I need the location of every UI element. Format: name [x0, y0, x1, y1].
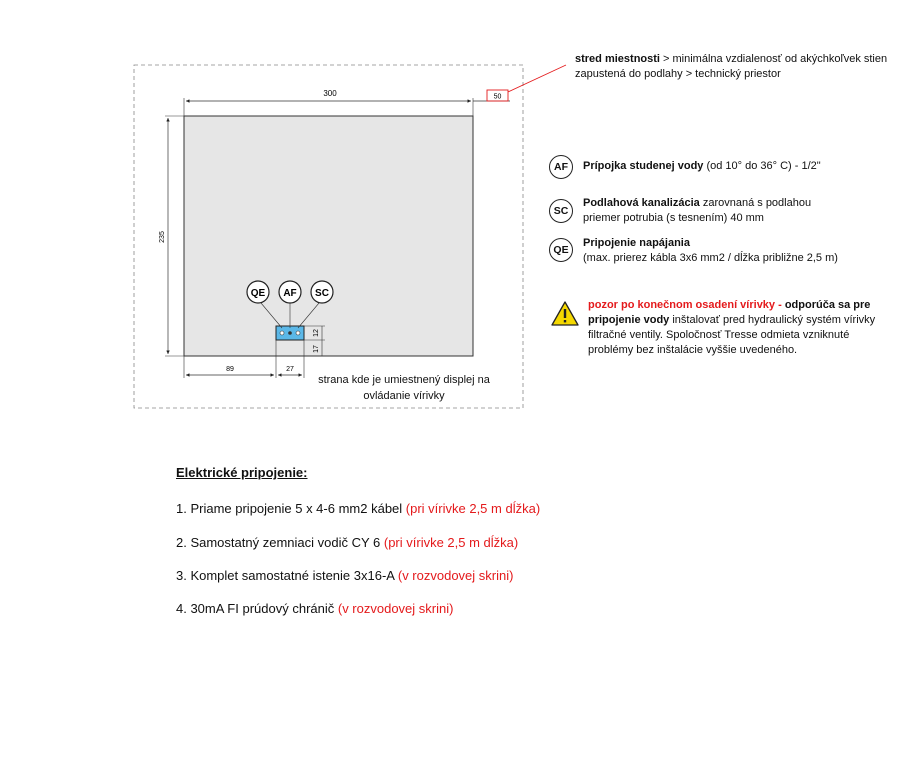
warning-note: pozor po konečnom osadení vírivky - odporúča sa pre pripojenie vody inštalovať pred hydraulický systém vírivky filtračné ventily. Spoločnosť Tresse odmieta vzniknuté problémy bez inštalácie vyššie uvedeného.	[588, 299, 876, 356]
left-offset-label: 89	[226, 366, 234, 373]
svg-text:AF: AF	[283, 288, 297, 299]
marker-sc	[311, 281, 333, 303]
marker-qe	[247, 281, 269, 303]
port-af	[288, 331, 292, 335]
legend-item-qe: QE Pripojenie napájania (max. prierez kábla 3x6 mm2 / dĺžka približne 2,5 m)	[549, 236, 900, 266]
electrical-item-3: 3. Komplet samostatné istenie 3x16-A (v rozvodovej skrini)	[176, 568, 514, 583]
gap-dimension-label: 50	[493, 93, 502, 101]
port-qe	[280, 331, 284, 335]
port-sc	[296, 331, 300, 335]
box-width-label: 27	[286, 366, 294, 373]
badge-sc: SC	[549, 199, 573, 223]
badge-af: AF	[549, 155, 573, 179]
box-height-label: 12	[313, 329, 320, 337]
electrical-item-4: 4. 30mA FI prúdový chránič (v rozvodovej skrini)	[176, 601, 454, 616]
width-dimension-label: 300	[323, 89, 337, 98]
svg-text:QE: QE	[250, 288, 266, 299]
center-leader-line	[508, 65, 566, 92]
hot-tub-slab	[184, 116, 473, 356]
badge-qe: QE	[549, 238, 573, 262]
legend-item-sc: SC Podlahová kanalizácia zarovnaná s podlahou priemer potrubia (s tesnením) 40 mm	[549, 196, 883, 226]
svg-text:SC: SC	[315, 288, 329, 299]
electrical-heading: Elektrické pripojenie:	[176, 465, 308, 480]
marker-af	[279, 281, 301, 303]
box-offset-label: 17	[313, 345, 320, 353]
legend-item-af: AF Prípojka studenej vody (od 10° do 36° C) - 1/2"	[549, 155, 883, 179]
electrical-item-1: 1. Priame pripojenie 5 x 4-6 mm2 kábel (pri vírivke 2,5 m dĺžka)	[176, 501, 541, 516]
center-of-room-note: stred miestnosti > minimálna vzdialenosť od akýchkoľvek stien zapustená do podlahy > technický priestor	[575, 53, 888, 80]
height-dimension-label: 235	[159, 231, 166, 243]
electrical-item-2: 2. Samostatný zemniaci vodič CY 6 (pri vírivke 2,5 m dĺžka)	[176, 535, 519, 550]
display-side-note: strana kde je umiestnený displej na ovládanie vírivky	[318, 374, 490, 402]
